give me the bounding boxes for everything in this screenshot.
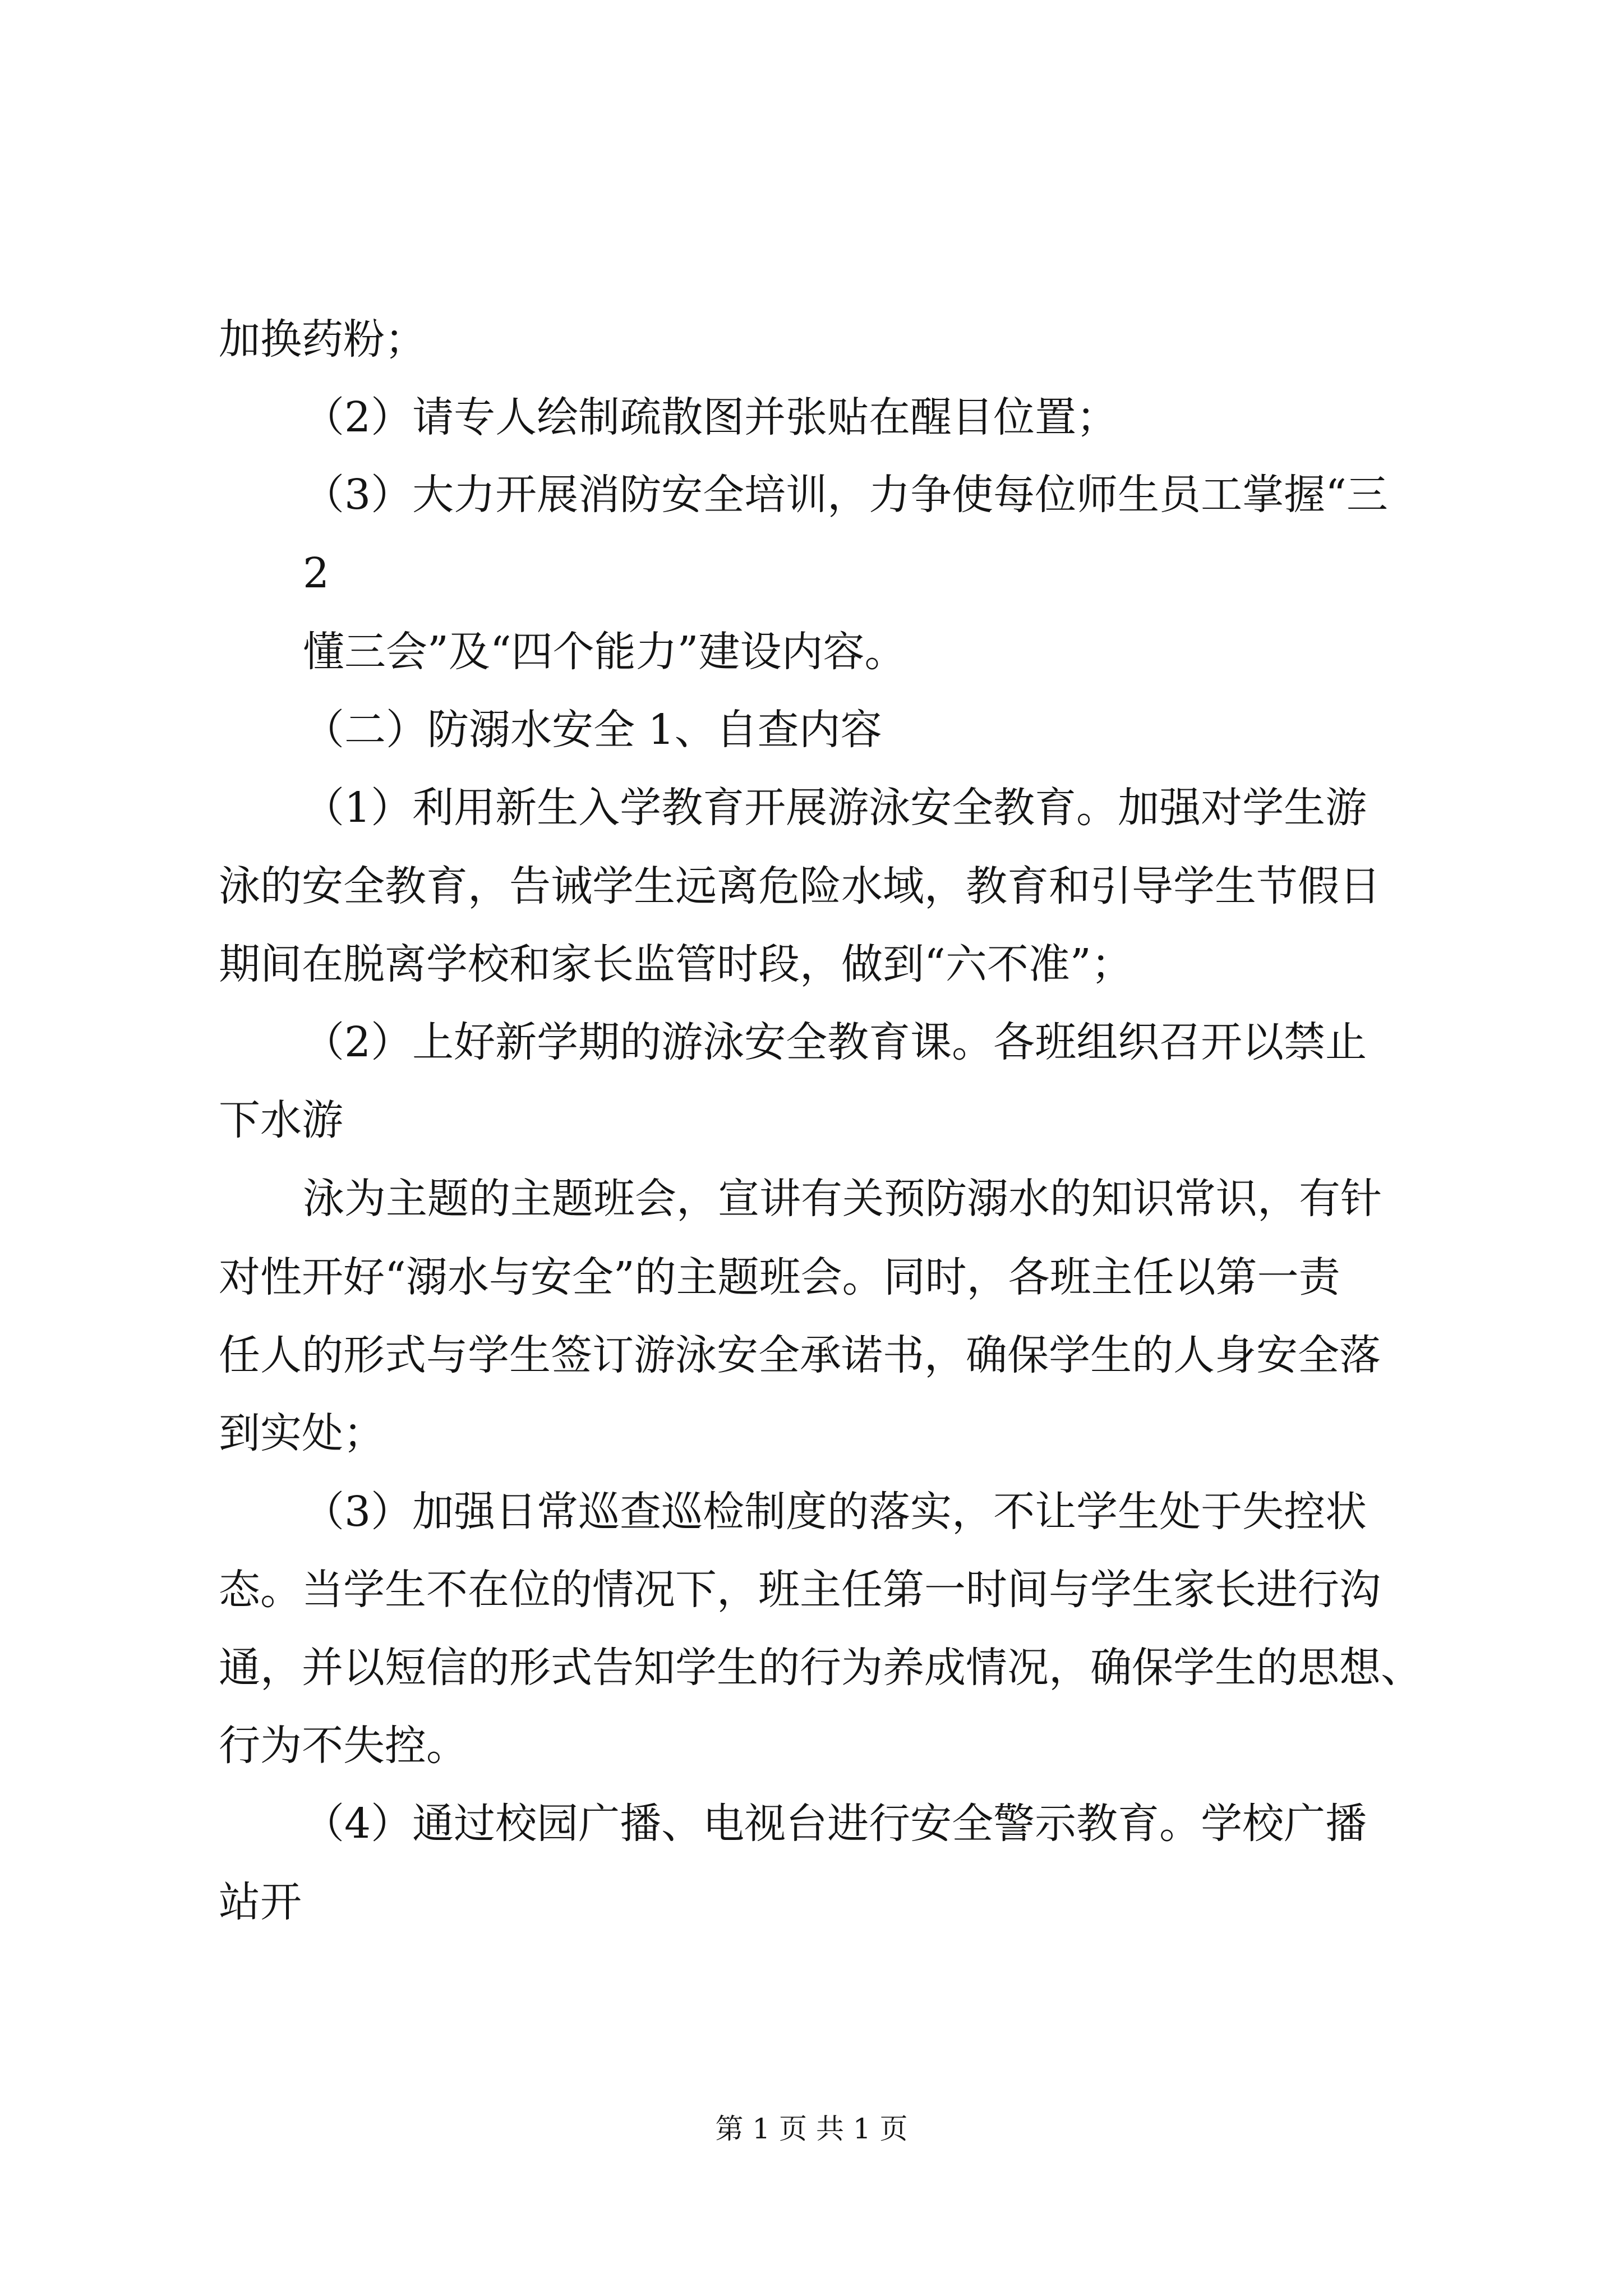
text-line-5: 懂三会”及“四个能力”建设内容。 [303,628,906,676]
text-line-19: 行为不失控。 [219,1722,468,1770]
text-line-15: 到实处； [219,1409,385,1457]
text-line-8: 泳的安全教育，告诫学生远离危险水域，教育和引导学生节假日 [219,862,1381,910]
text-line-2: （2）请专人绘制疏散图并张贴在醒目位置； [303,393,1118,441]
text-line-12: 泳为主题的主题班会，宣讲有关预防溺水的知识常识，有针 [303,1175,1382,1223]
text-line-3: （3）大力开展消防安全培训，力争使每位师生员工掌握“三 [303,471,1388,519]
text-line-11: 下水游 [219,1096,343,1144]
text-line-6: （二）防溺水安全 1、自查内容 [303,706,882,754]
text-line-21: 站开 [219,1878,302,1926]
text-line-1: 加换药粉； [219,315,426,364]
text-line-14: 任人的形式与学生签订游泳安全承诺书，确保学生的人身安全落 [219,1331,1381,1379]
text-line-20: （4）通过校园广播、电视台进行安全警示教育。学校广播 [303,1800,1367,1848]
page-footer: 第 1 页 共 1 页 [715,2113,908,2145]
text-line-7: （1）利用新生入学教育开展游泳安全教育。加强对学生游 [303,784,1367,832]
text-line-16: （3）加强日常巡查巡检制度的落实，不让学生处于失控状 [303,1488,1367,1536]
text-line-4: 2 [303,549,330,597]
text-line-10: （2）上好新学期的游泳安全教育课。各班组织召开以禁止 [303,1018,1367,1066]
text-line-13: 对性开好“溺水与安全”的主题班会。同时，各班主任以第一责 [219,1253,1340,1301]
text-line-17: 态。当学生不在位的情况下，班主任第一时间与学生家长进行沟 [219,1566,1381,1614]
text-line-18: 通，并以短信的形式告知学生的行为养成情况，确保学生的思想、 [219,1644,1422,1692]
text-line-9: 期间在脱离学校和家长监管时段，做到“六不准”； [219,940,1133,988]
